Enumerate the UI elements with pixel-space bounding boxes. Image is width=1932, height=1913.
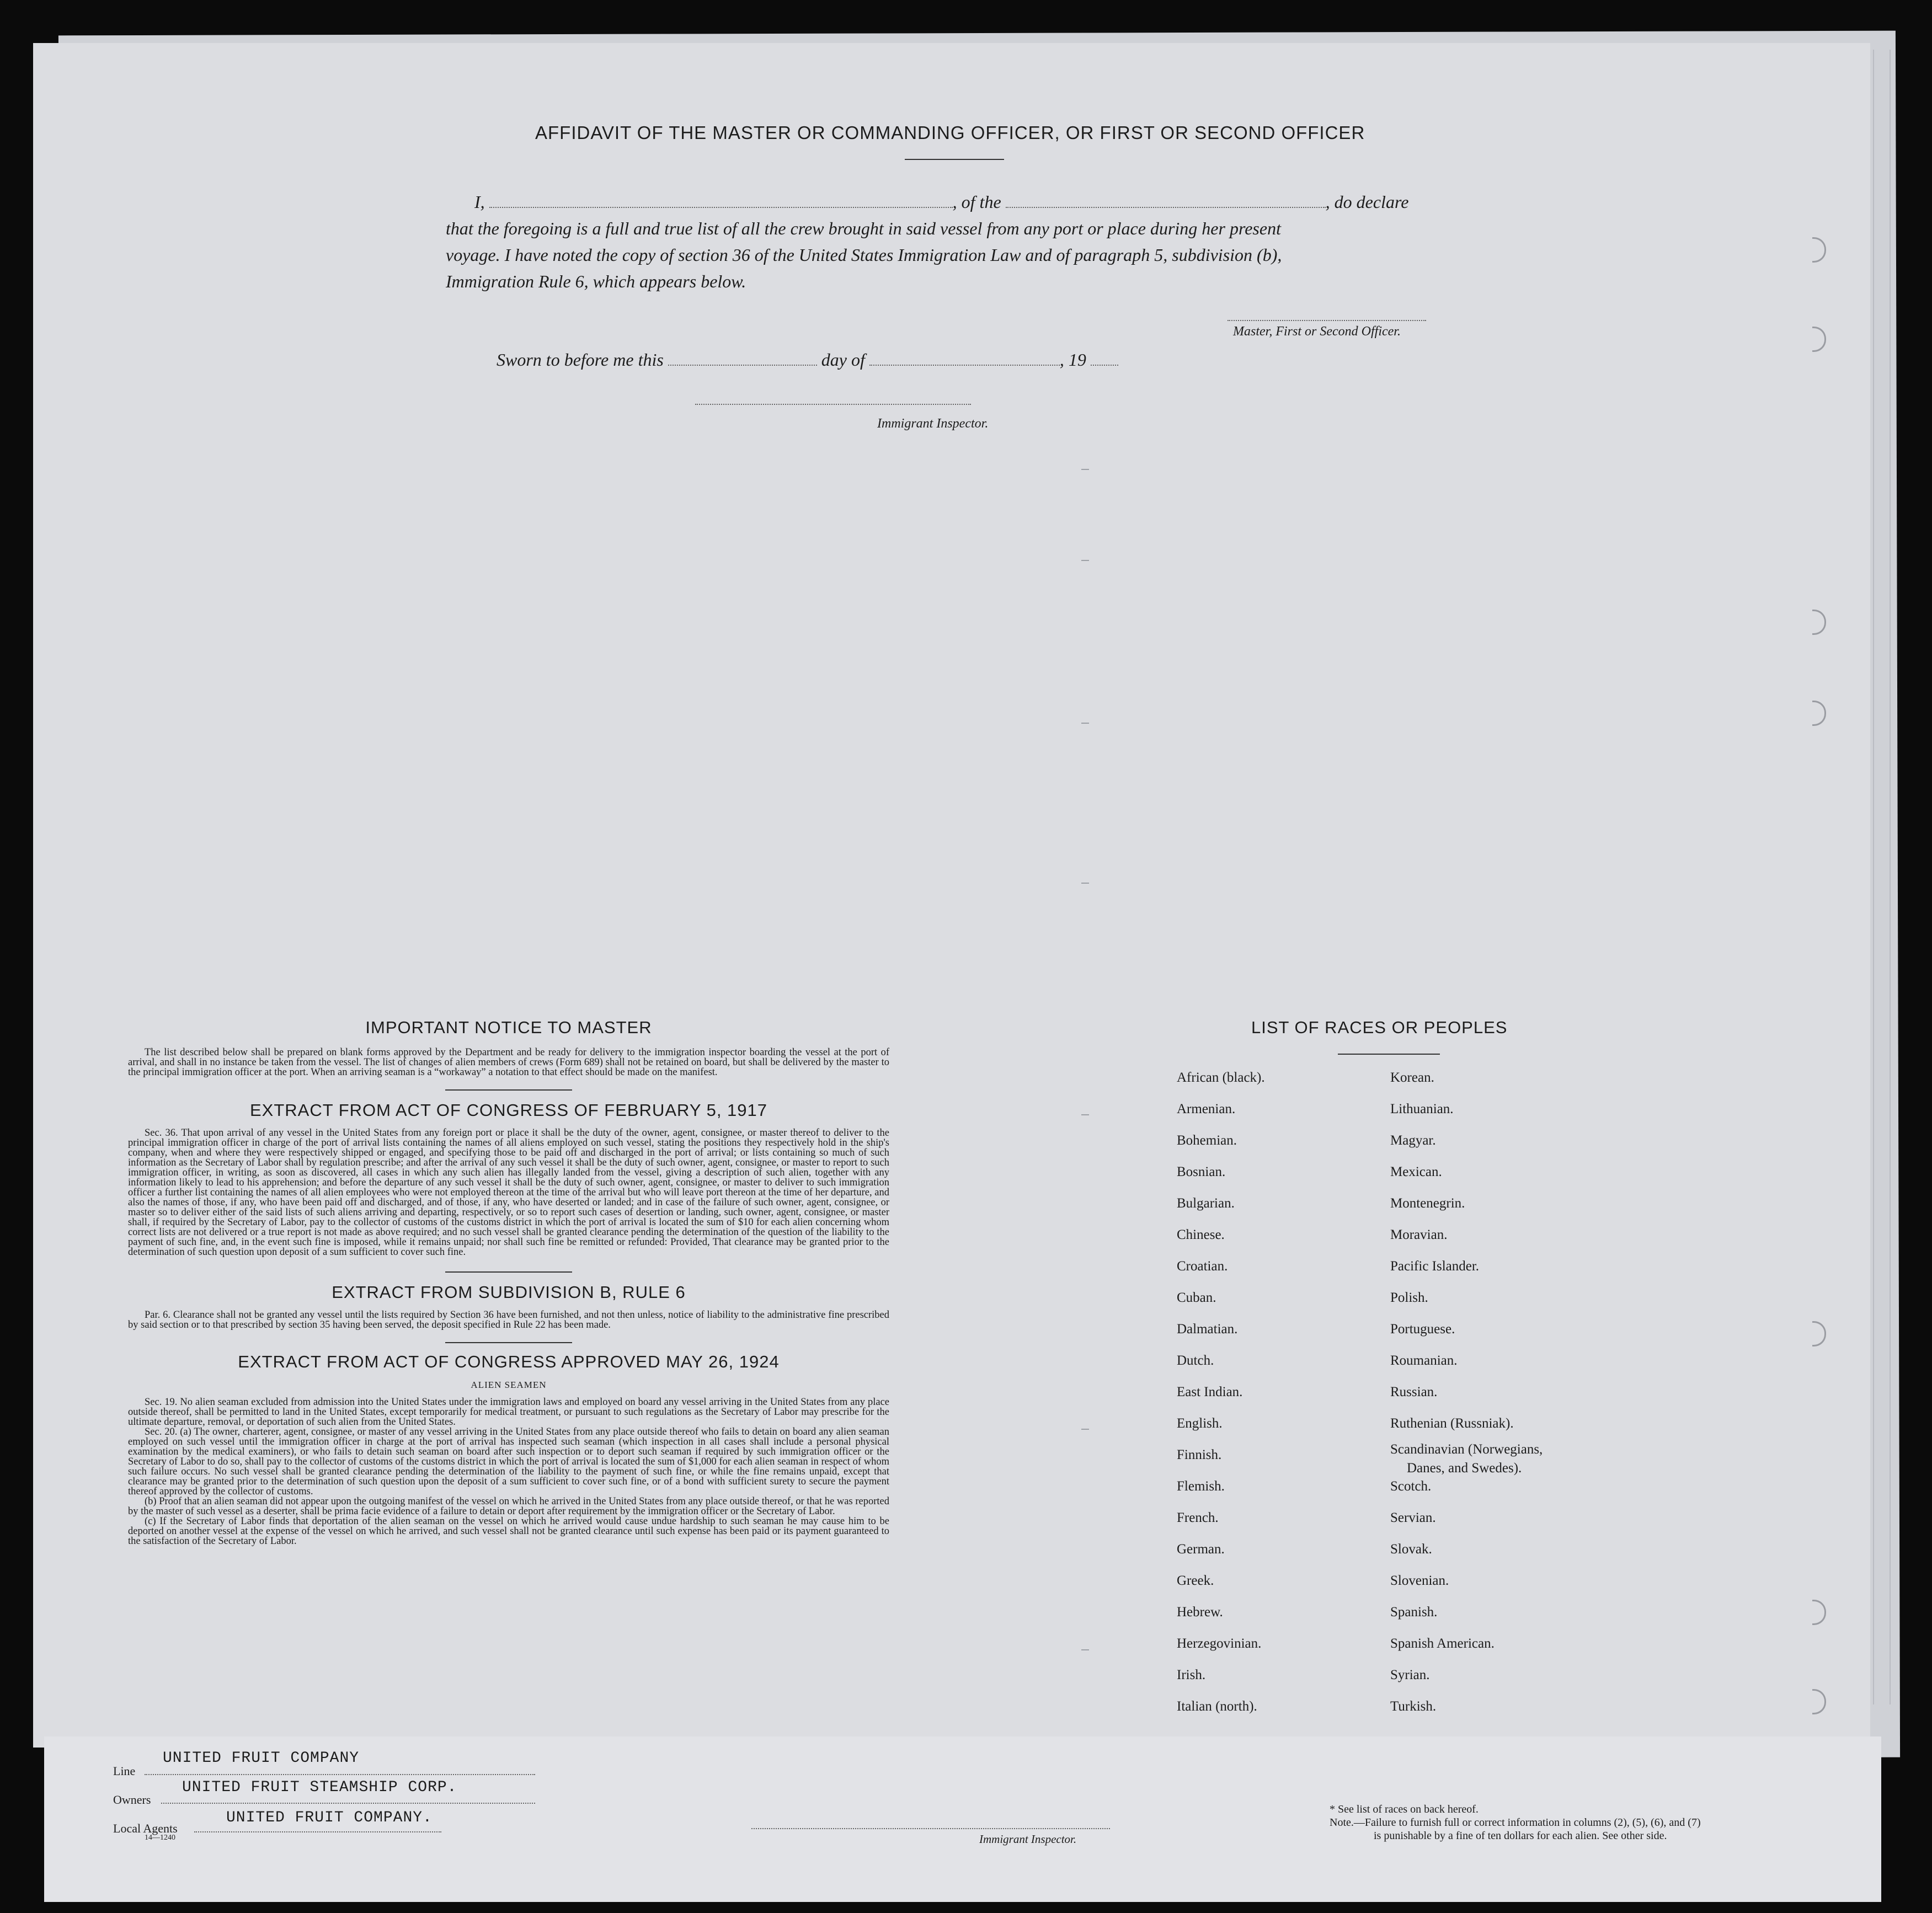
- race-item: Russian.: [1390, 1385, 1438, 1399]
- inspector-signature-field[interactable]: [695, 403, 971, 405]
- declaration-of-the: , of the: [952, 192, 1001, 212]
- race-item: Ruthenian (Russniak).: [1390, 1416, 1514, 1431]
- fold-tick: [1081, 1649, 1089, 1650]
- race-item: Flemish.: [1177, 1479, 1225, 1494]
- races-footnote: * See list of races on back hereof.: [1330, 1803, 1479, 1815]
- sworn-day-field[interactable]: [668, 364, 817, 366]
- owners-value: UNITED FRUIT STEAMSHIP CORP.: [182, 1779, 457, 1796]
- sworn-text: Sworn to before me this: [497, 350, 664, 370]
- owners-field[interactable]: [161, 1802, 535, 1804]
- extract-1917-text: Sec. 36. That upon arrival of any vessel in the United States from any foreign port or place it shall be the duty of the owner, agent, consignee, or master thereof to deliver to the principal immigration officer in charge of the port of arrival lists containing the names of all aliens employed on such vessel, stating the positions they respectively hold in the ship's company, when and where they were respectively shipped or engaged, and specifying those to be paid off and discharged in the port of arrival; or lists containing so much of such information as the Secretary of Labor shall by regulation prescribe; and after the arrival of any such vessel it shall be the duty of such owner, agent, consignee, or master to report to such immigration officer, in writing, as soon as discovered, all cases in which any such alien has illegally landed from the vessel, giving a description of such alien, together with any information likely to lead to his apprehension; and before the departure of any such vessel it shall be the duty of such owner, agent, consignee, or master to deliver to such immigration officer a further list containing the names of all alien employees who were not employed thereon at the time of the arrival but who will leave port thereon at the time of her departure, and also the names of those, if any, who have been paid off and discharged, and of those, if any, who have deserted or landed; and in case of the failure of such owner, agent, consignee, or master so to deliver either of the said lists of such aliens arriving and departing, respectively, or so to report such cases of desertion or landing, such owner, agent, consignee, or master shall, if required by the Secretary of Labor, pay to the collector of customs of the customs district in which the port of arrival is located the sum of $10 for each alien concerning whom correct lists are not delivered or a true report is not made as above required; and no such vessel shall be granted clearance pending the determination of the question of the liability to the payment of such fine, and, in the event such fine is imposed, while it remains unpaid; nor shall such fine be remitted or refunded: Provided, That clearance may be granted prior to the determination of such question upon deposit of a sum sufficient to cover such fine.: [128, 1128, 889, 1258]
- race-item: Moravian.: [1390, 1227, 1448, 1242]
- line-label: Line: [113, 1764, 136, 1778]
- race-item: Cuban.: [1177, 1290, 1216, 1305]
- extract-rule6-title: EXTRACT FROM SUBDIVISION B, RULE 6: [332, 1283, 686, 1302]
- legal-column: [128, 1018, 889, 1546]
- page-edge-line: [1890, 50, 1891, 1704]
- declaration-text: [446, 189, 1469, 295]
- race-item: Armenian.: [1177, 1102, 1236, 1116]
- inspector-label: Immigrant Inspector.: [877, 416, 989, 431]
- sworn-month-field[interactable]: [869, 364, 1060, 366]
- race-item: Bulgarian.: [1177, 1196, 1235, 1211]
- race-item: African (black).: [1177, 1070, 1265, 1085]
- declaration-do-declare: , do declare: [1325, 192, 1409, 212]
- race-item: Montenegrin.: [1390, 1196, 1465, 1211]
- declaration-line4: Immigration Rule 6, which appears below.: [446, 271, 746, 291]
- race-item: Herzegovinian.: [1177, 1636, 1262, 1651]
- extract-1924-title: EXTRACT FROM ACT OF CONGRESS APPROVED MAY 26, 1924: [238, 1352, 780, 1371]
- race-item: German.: [1177, 1542, 1225, 1557]
- race-item: Scandinavian (Norwegians,: [1390, 1442, 1543, 1457]
- race-item: Spanish.: [1390, 1605, 1438, 1620]
- sworn-year-prefix: , 19: [1059, 350, 1086, 370]
- races-title: LIST OF RACES OR PEOPLES: [1251, 1018, 1508, 1037]
- title-rule: [905, 159, 1004, 160]
- race-item: Italian (north).: [1177, 1699, 1257, 1714]
- race-item: Roumanian.: [1390, 1353, 1458, 1368]
- race-item: Scotch.: [1390, 1479, 1432, 1494]
- declaration-line2: that the foregoing is a full and true list of all the crew brought in said vessel from any port or place during her present: [446, 218, 1281, 238]
- master-signature-field[interactable]: [1227, 319, 1426, 321]
- local-agents-value: UNITED FRUIT COMPANY.: [226, 1809, 433, 1826]
- race-item: Lithuanian.: [1390, 1102, 1454, 1116]
- form-number: 14—1240: [145, 1834, 175, 1842]
- fold-tick: [1081, 560, 1089, 561]
- master-signature-label: Master, First or Second Officer.: [1233, 324, 1401, 339]
- penalty-note-line2: is punishable by a fine of ten dollars for each alien. See other side.: [1374, 1830, 1667, 1842]
- race-item: Dutch.: [1177, 1353, 1214, 1368]
- races-rule: [1338, 1054, 1440, 1055]
- owners-label: Owners: [113, 1793, 151, 1807]
- race-item: Hebrew.: [1177, 1605, 1223, 1620]
- section-rule: [445, 1089, 572, 1091]
- sec19-text: Sec. 19. No alien seaman excluded from admission into the United States under the immigration laws and employed on board any vessel arriving in the United States from any place outside thereof, shall be permitted to land in the United States, except temporarily for medical treatment, or pursuant to such regulations as the Secretary of Labor may prescribe for the ultimate departure, removal, or deportation of such alien from the United States.: [128, 1397, 889, 1428]
- vessel-field[interactable]: [1006, 206, 1326, 208]
- section-rule: [445, 1342, 572, 1343]
- race-item: Croatian.: [1177, 1259, 1228, 1274]
- race-item: Slovak.: [1390, 1542, 1432, 1557]
- declaration-i: I,: [474, 192, 485, 212]
- race-item: Syrian.: [1390, 1668, 1430, 1682]
- notice-title: IMPORTANT NOTICE TO MASTER: [365, 1018, 652, 1037]
- race-item: Bosnian.: [1177, 1164, 1226, 1179]
- page-edge-line: [1873, 50, 1874, 1704]
- race-item: Pacific Islander.: [1390, 1259, 1480, 1274]
- race-item: Mexican.: [1390, 1164, 1442, 1179]
- sec20a-text: Sec. 20. (a) The owner, charterer, agent, consignee, or master of any vessel arriving in the United States from any place outside thereof who fails to detain on board any alien seaman employed on such vessel until the immigration officer in charge at the port of arrival has inspected such seaman (which inspection in all cases shall include a personal physical examination by the medical examiners), or who fails to detain such seaman on board after such inspection or to deport such seaman if required by such immigration officer or the Secretary of Labor to do so, shall pay to the collector of customs of the customs district in which the port of arrival is located the sum of $1,000 for each alien seaman in respect of whom such failure occurs. No such vessel shall be granted clearance pending the determination of the liability to the payment of such fine, or while the fine remains unpaid, except that clearance may be granted prior to the determination of such question upon the deposit of a sum sufficient to cover such fine, or of a bond with sufficient surety to secure the payment thereof approved by the collector of customs.: [128, 1426, 889, 1497]
- race-item: Magyar.: [1390, 1133, 1436, 1148]
- race-item: Bohemian.: [1177, 1133, 1237, 1148]
- race-item: Korean.: [1390, 1070, 1434, 1085]
- race-item: Finnish.: [1177, 1447, 1222, 1462]
- race-item: Irish.: [1177, 1668, 1206, 1682]
- extract-1917-title: EXTRACT FROM ACT OF CONGRESS OF FEBRUARY 5, 1917: [249, 1100, 768, 1120]
- race-item: Turkish.: [1390, 1699, 1437, 1714]
- line-field[interactable]: [145, 1773, 535, 1775]
- local-agents-field[interactable]: [194, 1830, 441, 1832]
- section-rule: [445, 1271, 572, 1273]
- sec20c-text: (c) If the Secretary of Labor finds that deportation of the alien seaman on the vessel on which he arrived would cause undue hardship to such seaman he may cause him to be deported on another vessel at the expense of the vessel on which he arrived, and such vessel shall not be granted clearance until such expense has been paid or its payment guaranteed to the satisfaction of the Secretary of Labor.: [128, 1516, 889, 1547]
- strip-inspector-label: Immigrant Inspector.: [979, 1832, 1077, 1846]
- local-agents-label: Local Agents: [113, 1821, 178, 1835]
- race-item: Spanish American.: [1390, 1636, 1495, 1651]
- fold-tick: [1081, 1429, 1089, 1430]
- notice-text: The list described below shall be prepared on blank forms approved by the Department and be ready for delivery to the immigration inspector boarding the vessel at the port of arrival, and shall in no instance be taken from the vessel. The list of changes of alien members of crews (Form 689) shall not be retained on board, but shall be delivered by the master to the principal immigration officer at the port. When an arriving seaman is a “workaway” a notation to that effect should be made on the manifest.: [128, 1047, 889, 1078]
- race-item: East Indian.: [1177, 1385, 1243, 1399]
- race-item: Polish.: [1390, 1290, 1428, 1305]
- extract-rule6-text: Par. 6. Clearance shall not be granted any vessel until the lists required by Section 36 have been furnished, and not then unless, notice of liability to the administrative fine prescribed by said section or to that prescribed by section 35 having been served, the deposit specified in Rule 22 has been made.: [128, 1310, 889, 1330]
- race-item: Portuguese.: [1390, 1322, 1455, 1337]
- fold-tick: [1081, 469, 1089, 470]
- fold-tick: [1081, 883, 1089, 884]
- sworn-line: [497, 346, 1118, 373]
- race-item: Dalmatian.: [1177, 1322, 1238, 1337]
- name-field[interactable]: [489, 206, 953, 208]
- sworn-day-of: day of: [821, 350, 865, 370]
- penalty-note-line1: Note.—Failure to furnish full or correct information in columns (2), (5), (6), and (7): [1330, 1816, 1701, 1829]
- race-item: English.: [1177, 1416, 1223, 1431]
- fold-tick: [1081, 1114, 1089, 1115]
- affidavit-title: AFFIDAVIT OF THE MASTER OR COMMANDING OFFICER, OR FIRST OR SECOND OFFICER: [535, 122, 1365, 143]
- sworn-year-field[interactable]: [1091, 364, 1118, 366]
- fold-tick: [1081, 723, 1089, 724]
- sec20b-text: (b) Proof that an alien seaman did not appear upon the outgoing manifest of the vessel on which he arrived in the United States from any place outside thereof, or that he was reported by the master of such vessel as a deserter, shall be prima facie evidence of a failure to detain or deport after requirement by the immigration officer or the Secretary of Labor.: [128, 1496, 889, 1517]
- strip-inspector-field[interactable]: [751, 1827, 1110, 1829]
- alien-seamen-subtitle: ALIEN SEAMEN: [471, 1380, 547, 1390]
- race-item: Greek.: [1177, 1573, 1214, 1588]
- race-item: Slovenian.: [1390, 1573, 1449, 1588]
- declaration-line3: voyage. I have noted the copy of section 36 of the United States Immigration Law and of paragraph 5, subdivision (b),: [446, 245, 1282, 265]
- line-value: UNITED FRUIT COMPANY: [163, 1750, 360, 1767]
- race-item: Chinese.: [1177, 1227, 1225, 1242]
- race-item: Servian.: [1390, 1510, 1436, 1525]
- race-item: French.: [1177, 1510, 1219, 1525]
- race-item-continuation: Danes, and Swedes).: [1407, 1461, 1522, 1476]
